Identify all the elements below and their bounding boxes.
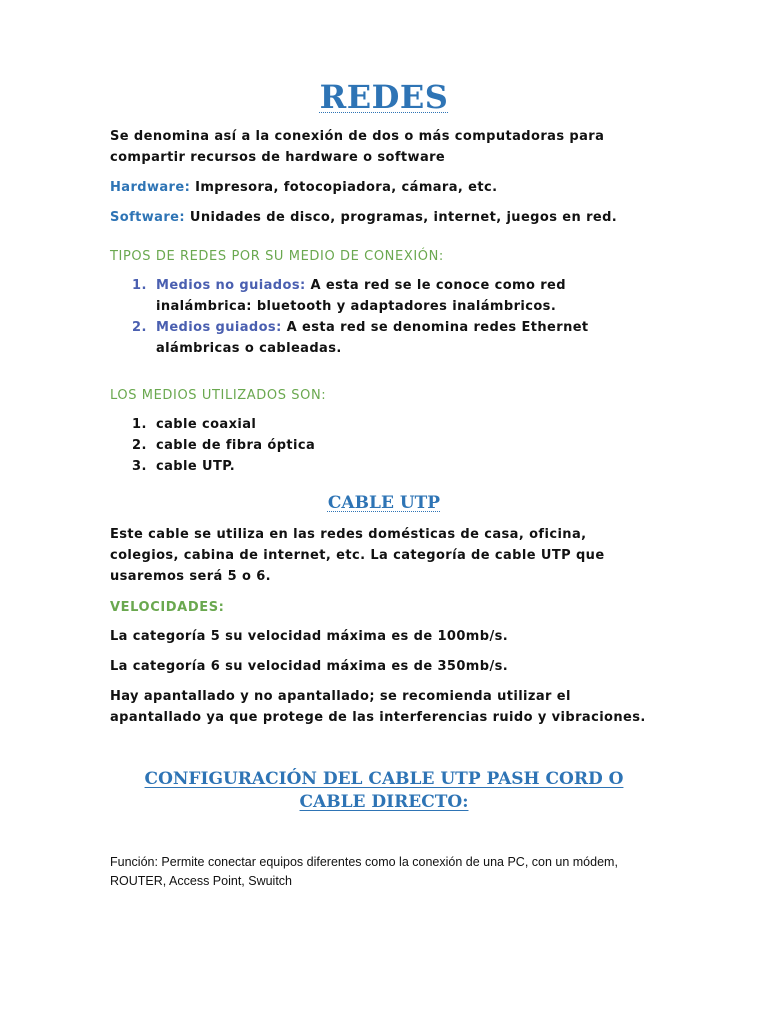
hardware-label: Hardware: <box>110 180 191 195</box>
medio-text: cable coaxial <box>156 417 257 432</box>
list-number: 2. <box>132 438 147 453</box>
medio-text: cable UTP. <box>156 459 236 474</box>
list-number: 1. <box>132 417 147 432</box>
list-number: 3. <box>132 459 147 474</box>
list-number: 2. <box>132 320 147 335</box>
medios-heading: LOS MEDIOS UTILIZADOS SON: <box>110 388 327 403</box>
list-item <box>110 414 670 435</box>
medios-list <box>110 414 670 477</box>
tipos-heading: TIPOS DE REDES POR SU MEDIO DE CONEXIÓN: <box>110 249 444 264</box>
hardware-line <box>110 177 670 198</box>
list-item <box>110 456 670 477</box>
list-number: 1. <box>132 278 147 293</box>
tipo-label: Medios guiados: <box>156 320 282 335</box>
software-label: Software: <box>110 210 185 225</box>
software-text: Unidades de disco, programas, internet, juegos en red. <box>184 210 618 225</box>
velocidad-cat6: La categoría 6 su velocidad máxima es de 350mb/s. <box>110 659 509 674</box>
tipo-text: A esta red se denomina redes Ethernet alámbricas o cableadas. <box>156 320 589 356</box>
cable-paragraph: Este cable se utiliza en las redes domésticas de casa, oficina, colegios, cabina de internet, etc. La categoría de cable UTP que usaremos será 5 o 6. <box>110 527 605 584</box>
velocidades-heading: VELOCIDADES: <box>110 600 225 615</box>
medio-text: cable de fibra óptica <box>156 438 316 453</box>
velocidad-cat5: La categoría 5 su velocidad máxima es de 100mb/s. <box>110 629 509 644</box>
list-item <box>110 275 630 317</box>
list-item <box>110 317 630 359</box>
hardware-text: Impresora, fotocopiadora, cámara, etc. <box>190 180 498 195</box>
intro-paragraph: Se denomina así a la conexión de dos o más computadoras para compartir recursos de hardware o software <box>110 129 605 165</box>
tipo-label: Medios no guiados: <box>156 278 306 293</box>
funcion-paragraph: Función: Permite conectar equipos diferentes como la conexión de una PC, con un módem, ROUTER, Access Point, Swuitch <box>110 855 618 888</box>
page-title: REDES <box>319 78 449 116</box>
configuracion-title: CONFIGURACIÓN DEL CABLE UTP PASH CORD O CABLE DIRECTO: <box>144 769 624 812</box>
cable-utp-title: CABLE UTP <box>327 493 441 513</box>
software-line <box>110 207 670 228</box>
apantallado-paragraph: Hay apantallado y no apantallado; se recomienda utilizar el apantallado ya que protege de las interferencias ruido y vibraciones. <box>110 689 646 725</box>
tipos-list <box>110 275 630 359</box>
list-item <box>110 435 670 456</box>
tipo-text: A esta red se le conoce como red inalámbrica: bluetooth y adaptadores inalámbricos. <box>156 278 566 314</box>
